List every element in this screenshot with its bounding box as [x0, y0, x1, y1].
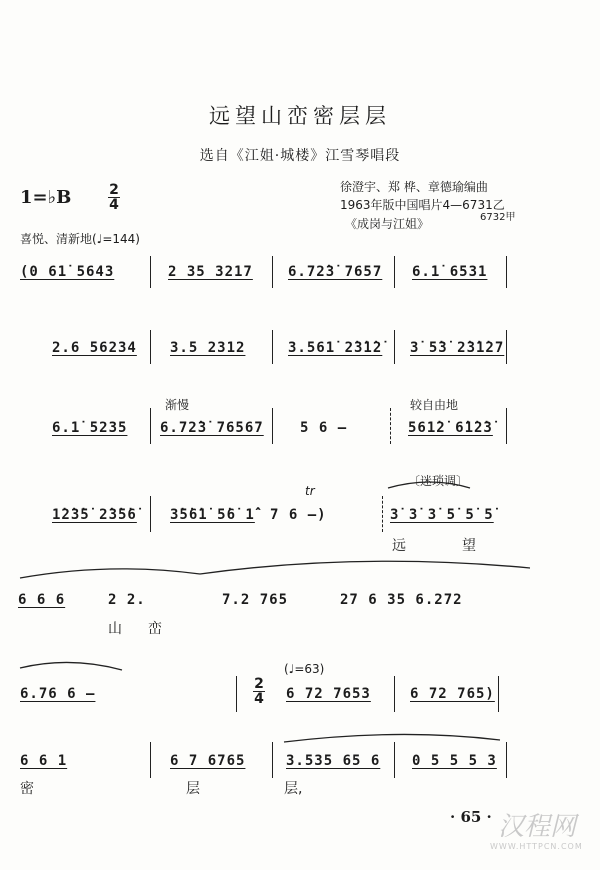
watermark-logo: 汉程网: [498, 812, 577, 842]
measure-r4-m3: 7 6 —): [270, 507, 327, 523]
tempo-marking: 喜悦、清新地(♩=144): [20, 232, 140, 246]
slur: [200, 561, 530, 574]
measure-r5-m3: 7.2 765: [222, 592, 289, 608]
marking-jianman: 渐慢: [165, 398, 190, 412]
measure-r5-m2: 2 2.: [108, 592, 146, 608]
measure-r2-m2: 3.5 2312: [170, 340, 246, 356]
measure-r1-m4: 6.1̇ 6531: [412, 264, 488, 280]
marking-free: 较自由地: [410, 398, 459, 412]
measure-r4-m2: 3̇5̇6̇1̇ 5̇6̇ 1̇̂: [170, 507, 255, 523]
measure-r3-m2: 6.72̇3̇ 76567: [160, 420, 264, 436]
lyric: 密: [20, 781, 34, 797]
measure-r5-m1: 6 6 6: [18, 592, 66, 608]
measure-r6-m3: 6 72 765): [410, 686, 495, 702]
lyric: 层: [186, 781, 200, 797]
page-number: · 65 ·: [450, 808, 492, 826]
measure-r7-m3: 3.535 65 6: [286, 753, 381, 769]
measure-r1-m3: 6.72̇3̇ 7657: [288, 264, 383, 280]
measure-r7-m2: 6 7 6765: [170, 753, 246, 769]
watermark-url: WWW.HTTPCN.COM: [490, 842, 583, 851]
measure-r2-m3: 3.561̇ 2̇3̇1̇2̇: [288, 340, 383, 356]
time-signature-top: 2: [109, 182, 119, 198]
lyric: 峦: [148, 621, 162, 637]
measure-r2-m1: 2.6 56234: [52, 340, 137, 356]
measure-r4-m1: 1̇2̇3̇5̇ 2̇3̇5̇6̇: [52, 507, 137, 523]
credit-record: 1963年版中国唱片4—6731乙: [340, 198, 505, 212]
credit-record-side: 6732甲: [480, 212, 516, 223]
time-signature-top: 2: [254, 676, 264, 692]
lyric: 层,: [284, 781, 303, 797]
key-signature: 1=♭B: [20, 187, 72, 208]
lyric: 远: [392, 538, 406, 554]
slur: [20, 662, 122, 670]
marking-tempo-63: (♩=63): [284, 662, 325, 676]
measure-r4-m4: 3̇ 3̇ 3̇ 5̇ 5̇ 5̇: [390, 507, 494, 523]
slur: [388, 482, 470, 488]
credit-arrangers: 徐澄宇、郑 桦、章德瑜编曲: [340, 180, 488, 194]
credit-album: 《成岗与江姐》: [345, 217, 430, 231]
measure-r3-m4: 561̇2̇ 6̇1̇2̇3̇: [408, 420, 493, 436]
measure-r1-m2: 2 35 3217: [168, 264, 253, 280]
marking-trill: tr: [305, 484, 315, 498]
song-subtitle: 选自《江姐·城楼》江雪琴唱段: [199, 148, 401, 164]
measure-r5-m4: 27 6 35 6.272: [340, 592, 463, 608]
slur: [20, 569, 200, 578]
lyric: 望: [462, 538, 476, 554]
measure-r1-m1: (0 61̇ 5643: [20, 264, 115, 280]
measure-r6-m2: 6 72 7653: [286, 686, 371, 702]
measure-r2-m4: 3̇ 5̇3̇ 2̇3̇1̇27: [410, 340, 505, 356]
marking-tune: 〔迷琐调〕: [408, 474, 469, 488]
measure-r7-m4: 0 5 5 5 3: [412, 753, 497, 769]
slur: [284, 734, 500, 742]
time-signature-bottom: 4: [254, 691, 264, 707]
measure-r3-m1: 6.1̇ 5235: [52, 420, 128, 436]
measure-r3-m3: 5 6 —: [300, 420, 348, 436]
measure-r6-m1: 6.76 6 —: [20, 686, 96, 702]
measure-r7-m1: 6 6 1: [20, 753, 68, 769]
song-title: 远望山峦密层层: [209, 104, 391, 128]
lyric: 山: [108, 621, 122, 637]
time-signature-bottom: 4: [109, 197, 119, 213]
